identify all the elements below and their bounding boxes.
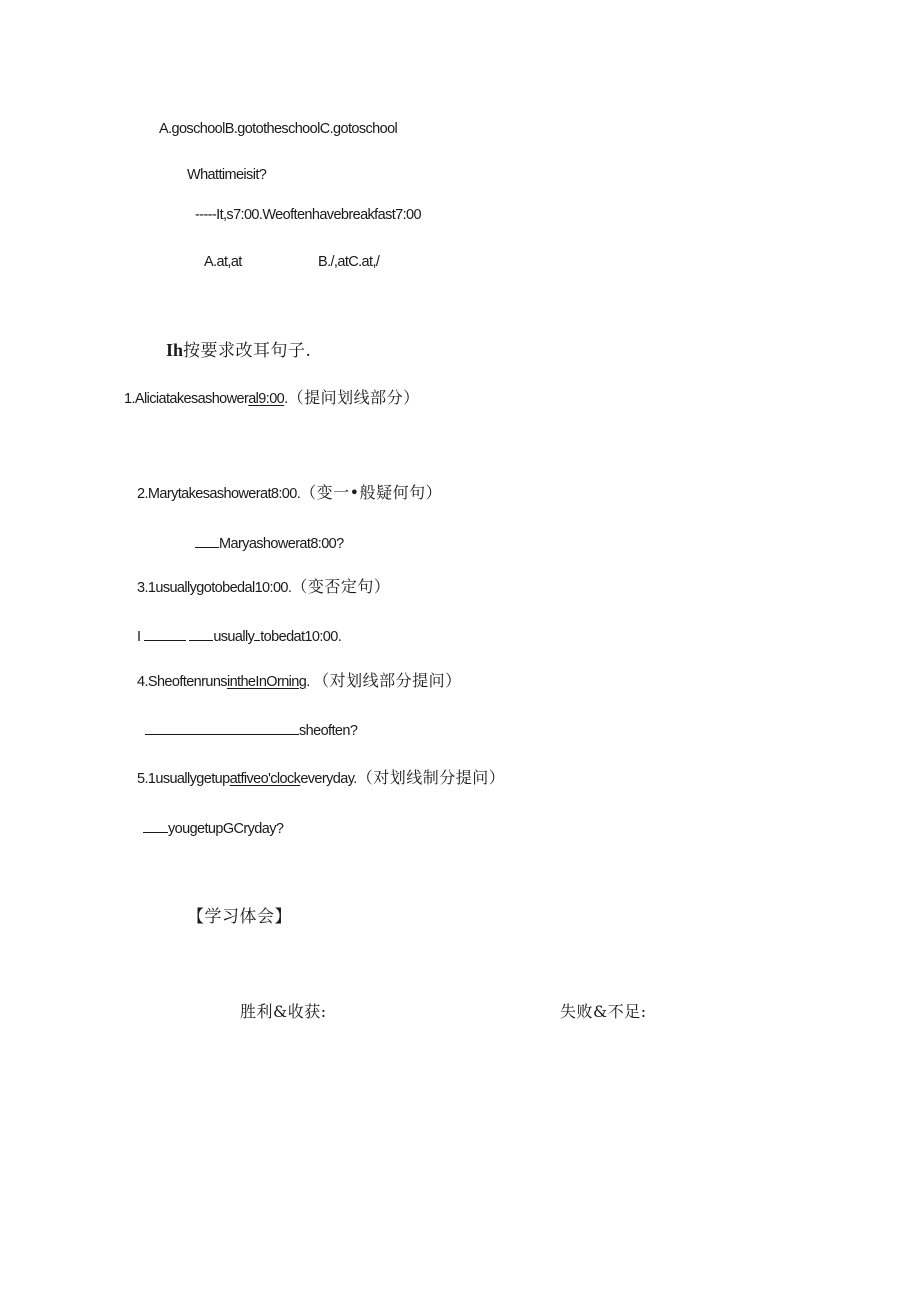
answer-blank[interactable] <box>144 626 186 641</box>
sentence-5-instruction: （对划线制分提问） <box>356 768 506 787</box>
time-question: Whattimeisit? <box>187 167 267 183</box>
answer-blank[interactable] <box>195 533 219 548</box>
section-title: 按要求改耳句子. <box>183 341 312 361</box>
sentence-4-instruction: （对划线部分提问） <box>313 671 462 690</box>
sentence-4 <box>137 671 462 692</box>
time-option-bc: B./,atC.at,/ <box>318 254 380 270</box>
sentence-4-answer <box>145 720 357 741</box>
sentence-5-underlined: atfiveo'clock <box>229 771 301 787</box>
sentence-5-text: 5.1usuallygetup <box>137 771 230 787</box>
sentence-2-answer <box>195 533 344 554</box>
sentence-4-period: . <box>306 674 310 690</box>
section-heading <box>166 340 311 361</box>
sentence-1-text: 1.Aliciatakesashower <box>124 391 249 407</box>
sentence-5-answer <box>143 818 283 839</box>
sentence-2-answer-text: Maryashowerat8:00? <box>219 536 344 552</box>
sentence-3-text: 3.1usuallygotobedal10:00. <box>137 580 292 596</box>
success-label: 胜利&收获: <box>240 1002 327 1021</box>
prev-question-options: A.goschoolB.gototheschoolC.gotoschool <box>159 121 398 137</box>
sentence-1 <box>124 388 420 409</box>
sentence-4-text: 4.Sheoftenruns <box>137 674 227 690</box>
answer-blank[interactable] <box>189 626 213 641</box>
sentence-3 <box>137 577 390 598</box>
time-answer: -----It,s7:00.Weoftenhavebreakfast7:00 <box>195 207 421 223</box>
answer-blank[interactable] <box>145 720 299 735</box>
sentence-3-answer-mid: usually <box>213 629 255 645</box>
time-option-a: A.at,at <box>204 254 242 270</box>
sentence-2-instruction: （变一•般疑何句） <box>300 483 443 502</box>
sentence-2-text: 2.Marytakesashowerat8:00. <box>137 486 301 502</box>
answer-blank[interactable] <box>143 818 168 833</box>
sentence-1-period: . <box>284 391 288 407</box>
sentence-5-answer-text: yougetupGCryday? <box>168 821 284 837</box>
section-number: Ih <box>166 340 184 360</box>
sentence-2 <box>137 483 442 504</box>
sentence-4-underlined: intheInOrning <box>226 674 307 690</box>
sentence-3-answer <box>137 626 341 647</box>
study-reflection-title: 【学习体会】 <box>187 907 292 927</box>
sentence-1-instruction: （提问划线部分） <box>287 388 420 407</box>
failure-label: 失败&不足: <box>560 1002 647 1021</box>
sentence-5-tail: everyday. <box>300 771 357 787</box>
sentence-1-underlined: al9:00 <box>248 391 285 407</box>
sentence-4-answer-text: sheoften? <box>299 723 358 739</box>
sentence-3-instruction: （变否定句） <box>291 577 391 596</box>
sentence-3-answer-end: tobedat10:00. <box>260 629 342 645</box>
sentence-5 <box>137 768 505 789</box>
sentence-3-answer-start: I <box>137 629 141 645</box>
